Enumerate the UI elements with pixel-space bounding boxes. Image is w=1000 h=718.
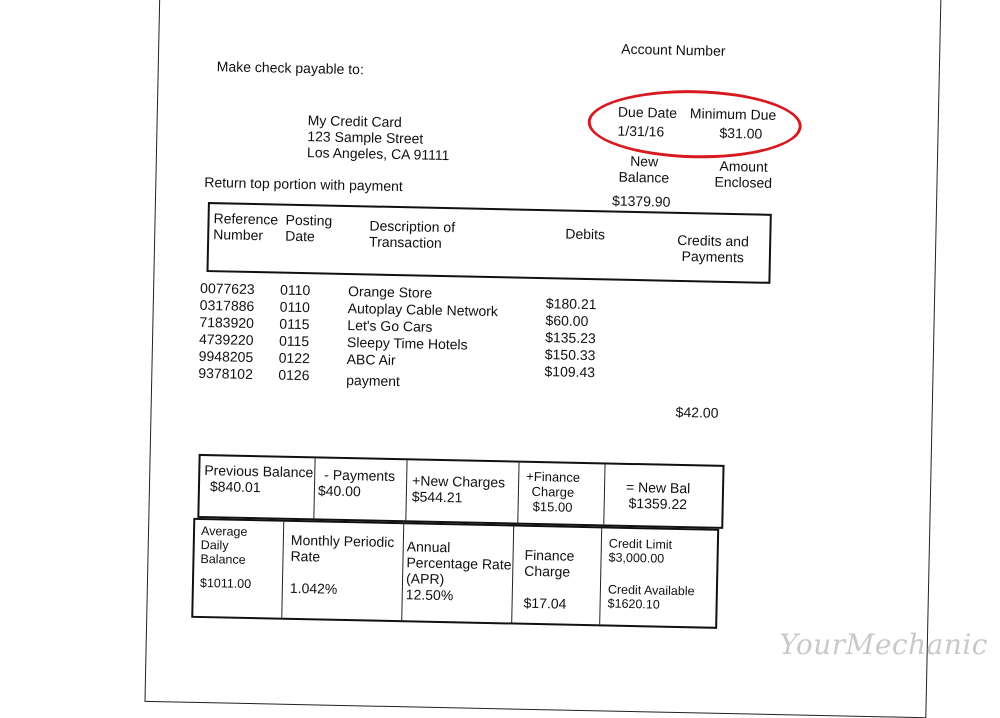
balance-summary-box <box>197 454 724 529</box>
credit-limit: Credit Limit $3,000.00 <box>608 536 673 566</box>
monthly-periodic-rate: Monthly Periodic Rate 1.042% <box>289 531 395 597</box>
statement-page <box>144 0 941 718</box>
payments: - Payments $40.00 <box>317 466 396 500</box>
payee-street: 123 Sample Street <box>307 128 424 147</box>
table-row: 7183920 0115 Let's Go Cars $135.23 <box>199 313 596 347</box>
transaction-list <box>198 280 640 391</box>
previous-balance: Previous Balance $840.01 <box>204 462 314 496</box>
col-reference-number: Reference Number <box>213 210 279 244</box>
annual-percentage-rate: Annual Percentage Rate (APR) 12.50% <box>405 538 512 604</box>
table-row: 0317886 0110 Autoplay Cable Network $60.00 <box>199 296 589 330</box>
table-row: 9948205 0122 ABC Air $109.43 <box>198 347 596 381</box>
col-description: Description of Transaction <box>368 217 456 251</box>
table-row: 9378102 0126 payment <box>198 364 401 390</box>
average-daily-balance: Average Daily Balance $1011.00 <box>199 523 252 592</box>
brand-watermark: YourMechanic <box>779 628 988 661</box>
finance-charge: +Finance Charge $15.00 <box>526 468 581 515</box>
payee-city: Los Angeles, CA 91111 <box>306 144 450 164</box>
new-charges: +New Charges $544.21 <box>411 472 506 506</box>
col-credits-payments: Credits and Payments <box>677 231 749 266</box>
new-balance-value: $1379.90 <box>611 192 671 210</box>
transaction-header-box <box>206 202 771 284</box>
credit-amount: $42.00 <box>675 403 719 421</box>
table-row: 0077623 0110 Orange Store $180.21 <box>199 279 597 313</box>
minimum-due-label: Minimum Due <box>689 105 777 123</box>
finance-charge-total: Finance Charge $17.04 <box>523 546 575 612</box>
return-note: Return top portion with payment <box>204 173 403 195</box>
amount-enclosed-label: Amount Enclosed <box>714 157 773 191</box>
due-date-value: 1/31/16 <box>617 122 665 140</box>
account-number-label: Account Number <box>621 40 726 59</box>
payee-name: My Credit Card <box>307 112 402 131</box>
minimum-due-value: $31.00 <box>719 124 763 142</box>
col-debits: Debits <box>565 225 606 243</box>
col-posting-date: Posting Date <box>285 211 333 245</box>
credit-available: Credit Available $1620.10 <box>607 582 695 612</box>
payee-address <box>307 112 450 163</box>
due-date-label: Due Date <box>617 103 678 121</box>
new-balance-total: = New Bal $1359.22 <box>625 478 691 513</box>
payable-label: Make check payable to: <box>216 58 365 78</box>
table-row: 4739220 0115 Sleepy Time Hotels $150.33 <box>198 330 596 364</box>
rates-box <box>191 518 719 629</box>
new-balance-label: New Balance <box>618 152 670 186</box>
